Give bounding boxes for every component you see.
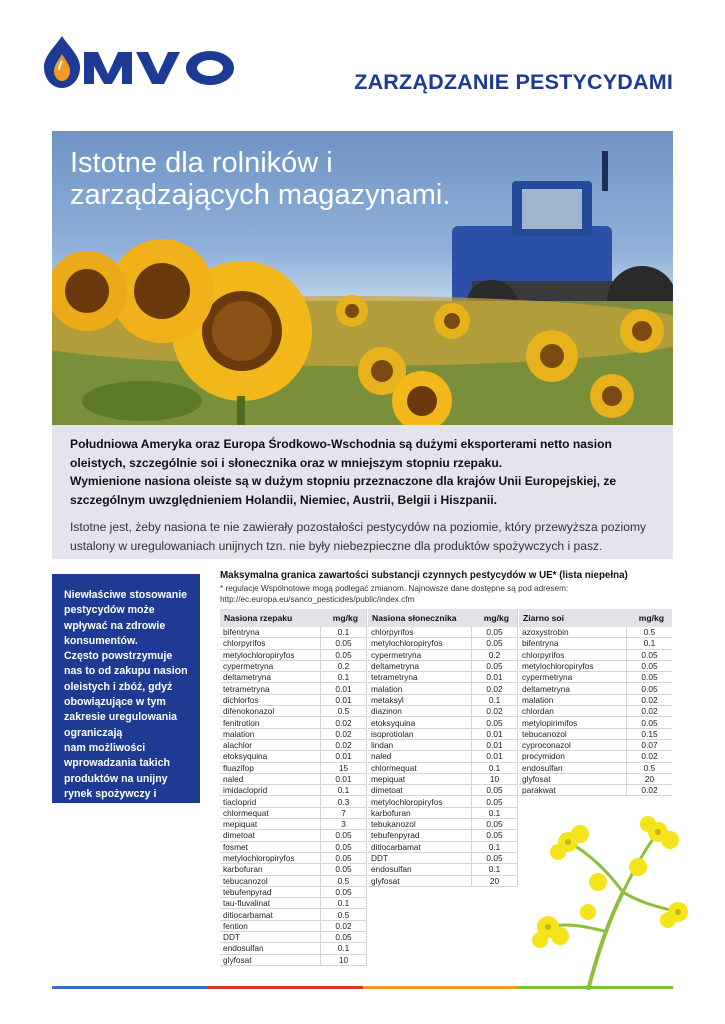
- table-row: [368, 638, 517, 649]
- intro-bold-line: szczególnym uwzględnieniem Holandii, Niemiec, Austrii, Belgii i Hiszpanii.: [70, 492, 497, 507]
- max-residue-value: 0.05: [626, 661, 672, 671]
- table-row: [220, 627, 366, 638]
- table-row: [519, 627, 672, 638]
- pesticide-name: bifentryna: [223, 627, 260, 638]
- sidebox-line: konsumentów.: [64, 634, 138, 647]
- max-residue-value: 0.1: [471, 695, 517, 705]
- max-residue-value: 0.05: [626, 717, 672, 727]
- table-row: [220, 876, 366, 887]
- max-residue-value: 0.05: [320, 638, 366, 648]
- intro-bold-line: Południowa Ameryka oraz Europa Środkowo-Wschodnia są dużymi eksporterami netto nasion: [70, 437, 612, 451]
- table-row: [368, 650, 517, 661]
- sidebox-line: ograniczają: [64, 726, 123, 739]
- column-header-name: Nasiona rzepaku: [224, 613, 293, 623]
- max-residue-value: 0.1: [471, 864, 517, 874]
- table-row: [220, 672, 366, 683]
- max-residue-value: 0.02: [626, 695, 672, 705]
- hero-title-line: Istotne dla rolników i: [70, 147, 333, 179]
- intro-regular-line: ustalony w uregulowaniach unijnych tzn. nie były niebezpieczne dla produktów spożywczych i pasz.: [70, 538, 603, 553]
- max-residue-value: 0.05: [471, 853, 517, 863]
- sidebox-line: nas to od zakupu nasion: [64, 665, 188, 678]
- pesticide-name: difenokonazol: [223, 706, 275, 717]
- table-row: [220, 853, 366, 864]
- pesticide-name: malation: [522, 694, 554, 705]
- pesticide-name: etoksyquina: [371, 717, 416, 728]
- pesticide-name: alachlor: [223, 740, 253, 751]
- table-row: [220, 729, 366, 740]
- bottom-color-bar: [52, 986, 673, 989]
- table-row: [519, 672, 672, 683]
- max-residue-value: 10: [320, 955, 366, 965]
- intro-bold-line: Wymienione nasiona oleiste są w dużym stopniu przeznaczone dla krajów Unii Europejskiej, ze: [70, 474, 617, 488]
- max-residue-value: 0.1: [320, 785, 366, 795]
- max-residue-value: 0.5: [626, 763, 672, 773]
- table-row: [220, 887, 366, 898]
- max-residue-value: 0.05: [471, 661, 517, 671]
- max-residue-value: 0.05: [471, 830, 517, 840]
- sidebox-line: oleistych i zbóż, gdyż: [64, 680, 173, 693]
- pesticide-name: metaksyl: [371, 694, 404, 705]
- table-row: [368, 683, 517, 694]
- table-row: [368, 763, 517, 774]
- table-row: [220, 763, 366, 774]
- pesticide-name: endosulfan: [522, 762, 563, 773]
- max-residue-value: 0.07: [626, 740, 672, 750]
- table-row: [368, 627, 517, 638]
- max-residue-value: 0.1: [320, 672, 366, 682]
- bottom-bar-segment: [52, 986, 207, 989]
- pesticide-name: metylochloropiryfos: [223, 853, 295, 864]
- table-row: [519, 751, 672, 762]
- pesticide-name: glyfosat: [371, 875, 400, 886]
- max-residue-value: 0.2: [320, 661, 366, 671]
- max-residue-value: 0.02: [626, 785, 672, 795]
- table-note: [220, 583, 568, 605]
- table-row: [368, 842, 517, 853]
- bottom-bar-segment: [518, 986, 673, 989]
- max-residue-value: 0.02: [626, 706, 672, 716]
- pesticide-name: metylochloropiryfos: [371, 638, 443, 649]
- pesticide-name: chlormequat: [371, 762, 417, 773]
- pesticide-name: cypermetryna: [371, 649, 422, 660]
- pesticide-name: metylochloropiryfos: [371, 796, 443, 807]
- max-residue-value: 0.05: [471, 627, 517, 637]
- pesticide-name: cypermetryna: [522, 672, 573, 683]
- max-residue-value: 0.02: [471, 706, 517, 716]
- table-row: [519, 785, 672, 796]
- max-residue-value: 0.5: [626, 627, 672, 637]
- table-row: [220, 740, 366, 751]
- sidebox-line: wprowadzania takich: [64, 757, 170, 770]
- max-residue-value: 0.05: [626, 683, 672, 693]
- max-residue-value: 20: [471, 876, 517, 886]
- max-residue-value: 10: [471, 774, 517, 784]
- pesticide-name: metylochloropiryfos: [522, 661, 594, 672]
- document-title: ZARZĄDZANIE PESTYCYDAMI: [354, 70, 673, 94]
- max-residue-value: 0.5: [320, 876, 366, 886]
- table-row: [368, 830, 517, 841]
- pesticide-name: naled: [223, 774, 244, 784]
- table-row: [368, 864, 517, 875]
- max-residue-value: 0.05: [626, 650, 672, 660]
- table-row: [368, 661, 517, 672]
- pesticide-name: isoprotiolan: [371, 728, 414, 739]
- pesticide-name: ditiocarbamat: [223, 909, 273, 920]
- pesticide-name: tebucanozol: [223, 875, 268, 886]
- pesticide-name: lindan: [371, 740, 394, 751]
- max-residue-value: 0.02: [320, 717, 366, 727]
- sidebox-line: rynek spożywczy i: [64, 787, 157, 800]
- hero-photo: [52, 131, 673, 425]
- max-residue-value: 15: [320, 763, 366, 773]
- table-row: [368, 796, 517, 807]
- table-row: [220, 661, 366, 672]
- table-note-line: * regulacje Wspólnotowe mogą podlegać zmianom. Najnowsze dane dostępne są pod adresem:: [220, 584, 569, 593]
- pesticide-name: metylopirimifos: [522, 717, 578, 728]
- max-residue-value: 0.1: [626, 638, 672, 648]
- table-row: [519, 774, 672, 785]
- table-note-url[interactable]: http://ec.europa.eu/sanco_pesticides/public/index.cfm: [220, 595, 415, 604]
- table-row: [368, 785, 517, 796]
- hero-title: [70, 147, 450, 211]
- sidebox-line: nam możliwości: [64, 741, 146, 754]
- column-header-unit: mg/kg: [332, 613, 358, 623]
- rapeseed-flower-illustration: [528, 812, 690, 990]
- table-row: [220, 683, 366, 694]
- pesticide-name: malation: [371, 683, 403, 694]
- pesticide-name: chlorpyrifos: [371, 627, 414, 638]
- pesticide-name: karbofuran: [371, 807, 411, 818]
- pesticide-name: fention: [223, 920, 248, 931]
- table-row: [220, 808, 366, 819]
- table-row: [220, 695, 366, 706]
- pesticide-name: deltametryna: [223, 672, 271, 683]
- pesticide-name: tebucanozol: [522, 728, 567, 739]
- pesticide-name: procymidon: [522, 751, 565, 762]
- table-title: Maksymalna granica zawartości substancji czynnych pestycydów w UE* (lista niepełna): [220, 570, 628, 581]
- pesticide-name: parakwat: [522, 785, 556, 796]
- max-residue-value: 0.05: [320, 842, 366, 852]
- pesticide-name: chlordan: [522, 706, 554, 717]
- pesticide-name: bifentryna: [522, 638, 559, 649]
- table-column-sunflower: [368, 609, 518, 887]
- pesticide-name: tebukanozol: [371, 819, 416, 830]
- pesticide-name: cyproconazol: [522, 740, 571, 751]
- sidebox-line: zakresie uregulowania: [64, 711, 178, 724]
- pesticide-name: tebufenpyrad: [371, 830, 420, 841]
- pesticide-name: imidacloprid: [223, 785, 268, 796]
- bottom-bar-segment: [363, 986, 518, 989]
- max-residue-value: 0.1: [320, 898, 366, 908]
- sidebox-line: wpływać na zdrowie: [64, 619, 166, 632]
- max-residue-value: 0.02: [471, 683, 517, 693]
- pesticide-name: glyfosat: [223, 954, 252, 965]
- intro-bold-line: oleistych, szczególnie soi i słonecznika oraz w mniejszym stopniu rzepaku.: [70, 455, 503, 470]
- table-column-soy: [519, 609, 672, 796]
- table-row: [368, 706, 517, 717]
- max-residue-value: 0.1: [320, 627, 366, 637]
- pesticide-name: cypermetryna: [223, 661, 274, 672]
- table-row: [519, 661, 672, 672]
- max-residue-value: 0.01: [320, 751, 366, 761]
- max-residue-value: 0.01: [471, 729, 517, 739]
- table-row: [519, 729, 672, 740]
- column-header-name: Ziarno soi: [523, 613, 565, 623]
- table-row: [519, 683, 672, 694]
- pesticide-name: endosulfan: [371, 864, 412, 875]
- table-row: [220, 706, 366, 717]
- table-row: [220, 638, 366, 649]
- table-row: [368, 695, 517, 706]
- max-residue-value: 0.1: [471, 763, 517, 773]
- table-row: [368, 729, 517, 740]
- pesticide-name: tebufenpyrad: [223, 886, 272, 897]
- logo-wordmark: MVO: [208, 72, 212, 73]
- max-residue-value: 7: [320, 808, 366, 818]
- table-row: [519, 695, 672, 706]
- max-residue-value: 0.05: [471, 819, 517, 829]
- max-residue-value: 0.05: [471, 638, 517, 648]
- max-residue-value: 0.05: [471, 796, 517, 806]
- sidebox-line: Niewłaściwe stosowanie: [64, 589, 188, 601]
- max-residue-value: 0.05: [320, 650, 366, 660]
- max-residue-value: 0.01: [320, 683, 366, 693]
- pesticide-name: dimetoat: [371, 785, 403, 796]
- sidebox-line: Często powstrzymuje: [64, 650, 173, 663]
- column-header-unit: mg/kg: [638, 613, 664, 623]
- pesticide-name: malation: [223, 728, 255, 739]
- table-row: [519, 763, 672, 774]
- pesticide-name: etoksyquina: [223, 751, 268, 762]
- max-residue-value: 0.15: [626, 729, 672, 739]
- column-header-name: Nasiona słonecznika: [372, 613, 457, 623]
- pesticide-name: tetrametryna: [371, 672, 418, 683]
- max-residue-value: 0.02: [320, 740, 366, 750]
- table-header: [368, 609, 517, 627]
- pesticide-name: chlorpyrifos: [223, 638, 266, 649]
- table-row: [519, 706, 672, 717]
- table-row: [519, 740, 672, 751]
- max-residue-value: 0.1: [320, 943, 366, 953]
- max-residue-value: 0.3: [320, 796, 366, 806]
- sidebox-line: obowiązujące w tym: [64, 696, 166, 709]
- max-residue-value: 0.05: [471, 785, 517, 795]
- max-residue-value: 0.01: [471, 740, 517, 750]
- max-residue-value: 0.01: [320, 774, 366, 784]
- pesticide-name: azoxystrobin: [522, 627, 569, 638]
- table-row: [220, 830, 366, 841]
- max-residue-value: 0.1: [471, 808, 517, 818]
- table-column-rapeseed: [220, 609, 367, 966]
- table-row: [368, 853, 517, 864]
- table-row: [368, 808, 517, 819]
- table-row: [368, 672, 517, 683]
- max-residue-value: 0.1: [471, 842, 517, 852]
- pesticide-name: glyfosat: [522, 774, 551, 784]
- intro-regular-line: Istotne jest, żeby nasiona te nie zawierały pozostałości pestycydów na poziomie, który przewyższa poziomy: [70, 520, 647, 534]
- intro-regular-paragraph: [70, 518, 655, 555]
- hero-title-line: zarządzających magazynami.: [70, 179, 451, 211]
- table-row: [220, 955, 366, 966]
- table-row: [220, 785, 366, 796]
- intro-bold-paragraph: [70, 435, 655, 509]
- table-row: [220, 921, 366, 932]
- max-residue-value: 0.05: [626, 672, 672, 682]
- table-row: [220, 819, 366, 830]
- max-residue-value: 20: [626, 774, 672, 784]
- table-header: [519, 609, 672, 627]
- pesticide-name: mepiquat: [223, 819, 258, 830]
- table-row: [220, 909, 366, 920]
- pesticide-name: fluazifop: [223, 762, 254, 773]
- max-residue-value: 0.05: [471, 717, 517, 727]
- table-row: [220, 932, 366, 943]
- table-row: [368, 774, 517, 785]
- table-row: [368, 751, 517, 762]
- table-row: [220, 898, 366, 909]
- pesticide-name: DDT: [371, 853, 389, 864]
- pesticide-name: chlormequat: [223, 807, 269, 818]
- table-row: [220, 774, 366, 785]
- column-header-unit: mg/kg: [483, 613, 509, 623]
- pesticide-name: tiacloprid: [223, 796, 257, 807]
- table-row: [368, 819, 517, 830]
- max-residue-value: 0.01: [320, 695, 366, 705]
- intro-section: [52, 425, 673, 559]
- max-residue-value: 0.05: [320, 864, 366, 874]
- table-row: [220, 650, 366, 661]
- pesticide-name: fosmet: [223, 841, 248, 852]
- table-row: [519, 717, 672, 728]
- max-residue-value: 0.01: [471, 751, 517, 761]
- max-residue-value: 3: [320, 819, 366, 829]
- pesticide-name: dichlorfos: [223, 694, 259, 705]
- pesticide-name: dimetoat: [223, 830, 255, 841]
- table-row: [368, 740, 517, 751]
- pesticide-name: deltametryna: [371, 661, 419, 672]
- max-residue-value: 0.5: [320, 706, 366, 716]
- sidebox-line: pestycydów może: [64, 604, 155, 617]
- pesticide-name: diazinon: [371, 706, 402, 717]
- pesticide-name: chlorpyrifos: [522, 649, 565, 660]
- table-row: [519, 638, 672, 649]
- table-row: [368, 876, 517, 887]
- table-header: [220, 609, 366, 627]
- table-row: [220, 943, 366, 954]
- bottom-bar-segment: [207, 986, 362, 989]
- max-residue-value: 0.02: [626, 751, 672, 761]
- warning-sidebox: [52, 574, 200, 816]
- max-residue-value: 0.05: [320, 853, 366, 863]
- table-row: [220, 842, 366, 853]
- pesticide-name: tetrametryna: [223, 683, 270, 694]
- max-residue-value: 0.05: [320, 830, 366, 840]
- pesticide-name: ditiocarbamat: [371, 841, 421, 852]
- mvo-logo: [40, 34, 236, 90]
- table-row: [220, 864, 366, 875]
- pesticide-name: endosulfan: [223, 943, 264, 954]
- sidebox-line: produktów na unijny: [64, 772, 168, 785]
- table-row: [220, 796, 366, 807]
- pesticide-name: metylochloropiryfos: [223, 649, 295, 660]
- pesticide-name: mepiquat: [371, 774, 406, 784]
- pesticide-name: naled: [371, 751, 392, 762]
- table-row: [519, 650, 672, 661]
- max-residue-value: 0.01: [471, 672, 517, 682]
- pesticide-name: fenitrotion: [223, 717, 260, 728]
- max-residue-value: 0.5: [320, 909, 366, 919]
- max-residue-value: 0.02: [320, 921, 366, 931]
- sidebox-line: paszowy.: [64, 803, 111, 816]
- max-residue-value: 0.2: [471, 650, 517, 660]
- max-residue-value: 0.05: [320, 887, 366, 897]
- pesticide-name: deltametryna: [522, 683, 570, 694]
- table-row: [368, 717, 517, 728]
- max-residue-value: 0.02: [320, 729, 366, 739]
- pesticide-name: tau-fluvalinat: [223, 898, 271, 909]
- table-row: [220, 717, 366, 728]
- max-residue-value: 0.05: [320, 932, 366, 942]
- pesticide-name: DDT: [223, 932, 241, 943]
- pesticide-name: karbofuran: [223, 864, 263, 875]
- table-row: [220, 751, 366, 762]
